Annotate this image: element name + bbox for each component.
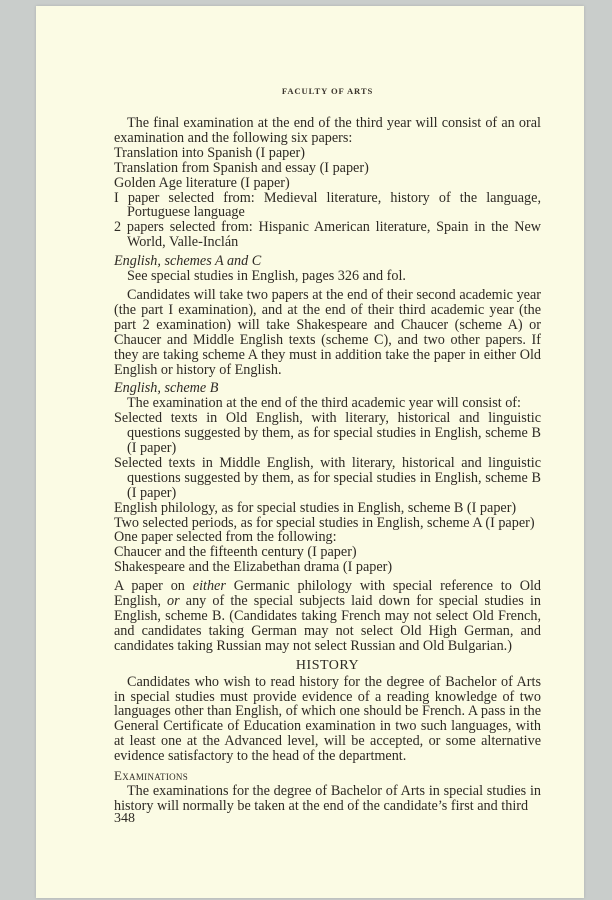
- english-b-paper-item: English philology, as for special studies in English, scheme B (I paper): [114, 499, 517, 516]
- spanish-paper-item: Translation from Spanish and essay (I paper): [114, 159, 369, 176]
- closing-text: Germanic philology with special reference to Old English,: [114, 578, 541, 610]
- closing-text: A paper on: [114, 578, 193, 595]
- spanish-paper-item: Golden Age literature (I paper): [114, 174, 290, 191]
- english-b-paper-item: Selected texts in Middle English, with literary, historical and linguistic questions suggested by them, as for special studies in English, scheme B (I paper): [114, 454, 541, 501]
- history-title: HISTORY: [295, 657, 360, 673]
- english-b-closing: [114, 579, 541, 654]
- english-b-paper-item: Selected texts in Old English, with literary, historical and linguistic questions suggested by them, as for special studies in English, scheme B (I paper): [114, 410, 541, 457]
- english-b-intro: The examination at the end of the third academic year will consist of:: [127, 395, 521, 412]
- page-number: 348: [114, 811, 135, 826]
- history-exam-paragraph: The examinations for the degree of Bachelor of Arts in special studies in history will normally be taken at the end of the candidate’s first and third: [114, 782, 541, 814]
- spanish-intro: The final examination at the end of the third year will consist of an oral examination and the following six papers:: [114, 115, 541, 146]
- spanish-paper-item: I paper selected from: Medieval literature, history of the language, Portuguese language: [114, 189, 541, 221]
- spanish-paper-item: 2 papers selected from: Hispanic American literature, Spain in the New World, Valle-Inclán: [114, 219, 541, 251]
- english-b-paper-item: One paper selected from the following:: [114, 529, 337, 546]
- page-body: [114, 116, 541, 814]
- closing-text: any of the special subjects laid down for special studies in English, scheme B. (Candidates taking French may not select Old French, and candidates taking German may not select Old High German, and candidates taking Russian may not select Russian and Old Bulgarian.): [114, 593, 541, 654]
- english-ac-paragraph: Candidates will take two papers at the end of their second academic year (the part I examination), and at the end of their third academic year (the part 2 examination) will take Shakespeare and Chaucer (scheme A) or Chaucer and Middle English texts (scheme C), and two other papers. If they are taking scheme A they must in addition take the paper in either Old English or history of English.: [114, 286, 541, 378]
- english-ac-heading: English, schemes A and C: [114, 253, 262, 270]
- spanish-paper-item: Translation into Spanish (I paper): [114, 144, 305, 161]
- running-head: FACULTY OF ARTS: [281, 86, 374, 96]
- closing-emphasis: either: [192, 578, 226, 595]
- english-b-paper-item: Chaucer and the fifteenth century (I paper): [114, 544, 357, 561]
- english-b-heading: English, scheme B: [114, 380, 219, 397]
- examinations-subheading: Examinations: [114, 768, 189, 784]
- document-page: [36, 6, 584, 898]
- english-b-paper-item: Two selected periods, as for special studies in English, scheme A (I paper): [114, 514, 535, 531]
- history-paragraph: Candidates who wish to read history for the degree of Bachelor of Arts in special studies must provide evidence of a reading knowledge of two languages other than English, of which one should be French. A pass in the General Certificate of Education examination in two such languages, with at least one at the Advanced level, will be accepted, or some alternative evidence satisfactory to the head of the department.: [114, 673, 541, 765]
- english-b-paper-item: Shakespeare and the Elizabethan drama (I paper): [114, 559, 393, 576]
- closing-emphasis: or: [167, 593, 180, 610]
- english-ac-see-also: See special studies in English, pages 326 and fol.: [127, 268, 406, 285]
